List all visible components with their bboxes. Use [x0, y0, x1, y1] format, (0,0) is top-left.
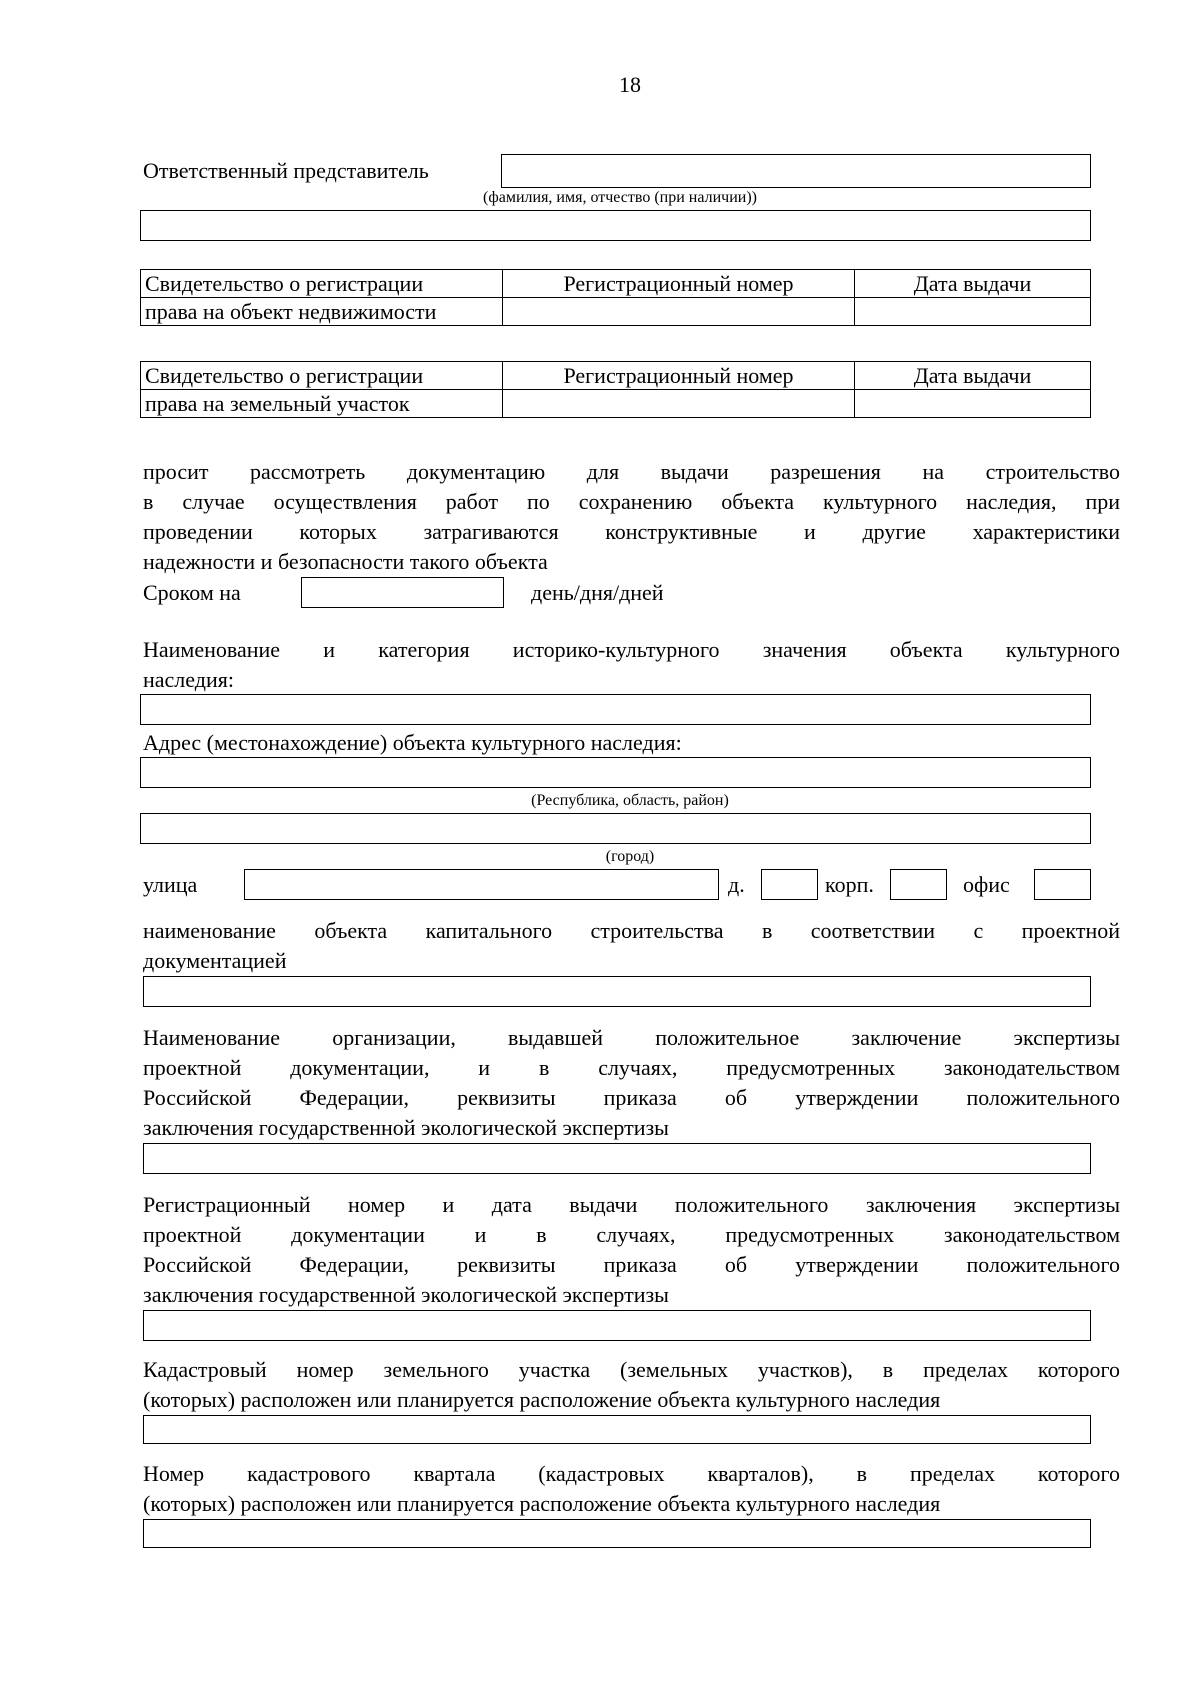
capital-object-line: наименование объекта капитального строительства в соответствии с проектной: [143, 918, 1120, 943]
expert-reg-label: [143, 1190, 1120, 1310]
address-region-field[interactable]: [140, 757, 1091, 788]
certificate-property-table: [140, 269, 1091, 326]
request-line: просит рассмотреть документацию для выдачи разрешения на строительство: [143, 459, 1120, 484]
building-field[interactable]: [890, 869, 947, 900]
expert-reg-line: Регистрационный номер и дата выдачи положительного заключения экспертизы: [143, 1192, 1120, 1217]
responsible-name-field[interactable]: [501, 154, 1091, 188]
expert-org-line: Российской Федерации, реквизиты приказа об утверждении положительного: [143, 1085, 1120, 1110]
certificate-property-col-date: Дата выдачи: [855, 270, 1091, 298]
certificate-land-reg-field[interactable]: [503, 390, 855, 418]
request-line: в случае осуществления работ по сохранению объекта культурного наследия, при: [143, 489, 1120, 514]
cadastral-land-line: (которых) расположен или планируется расположение объекта культурного наследия: [143, 1387, 941, 1412]
request-line: проведении которых затрагиваются конструктивные и другие характеристики: [143, 519, 1120, 544]
certificate-property-title-2: права на объект недвижимости: [141, 298, 503, 326]
term-label: Сроком на: [143, 580, 241, 605]
certificate-property-reg-field[interactable]: [503, 298, 855, 326]
certificate-land-title-2: права на земельный участок: [141, 390, 503, 418]
capital-object-line: документацией: [143, 948, 287, 973]
responsible-hint: (фамилия, имя, отчество (при наличии)): [483, 189, 757, 206]
street-field[interactable]: [244, 869, 719, 900]
cadastral-quarter-field[interactable]: [143, 1519, 1091, 1548]
cadastral-land-field[interactable]: [143, 1415, 1091, 1444]
address-city-field[interactable]: [140, 813, 1091, 844]
expert-reg-line: заключения государственной экологической экспертизы: [143, 1282, 669, 1307]
house-field[interactable]: [761, 869, 818, 900]
expert-org-field[interactable]: [143, 1143, 1091, 1174]
office-label: офис: [963, 872, 1010, 897]
expert-reg-line: Российской Федерации, реквизиты приказа об утверждении положительного: [143, 1252, 1120, 1277]
certificate-property-date-field[interactable]: [855, 298, 1091, 326]
term-unit: день/дня/дней: [531, 580, 664, 605]
house-label: д.: [728, 872, 745, 897]
certificate-land-col-date: Дата выдачи: [855, 362, 1091, 390]
request-paragraph: [143, 457, 1120, 577]
capital-object-field[interactable]: [143, 976, 1091, 1007]
heritage-name-field[interactable]: [140, 694, 1091, 725]
certificate-land-table: [140, 361, 1091, 418]
expert-org-line: проектной документации, и в случаях, предусмотренных законодательством: [143, 1055, 1120, 1080]
cadastral-quarter-label: [143, 1459, 1120, 1519]
building-label: корп.: [825, 872, 874, 897]
certificate-property-title-1: Свидетельство о регистрации: [141, 270, 503, 298]
cadastral-quarter-line: (которых) расположен или планируется расположение объекта культурного наследия: [143, 1491, 941, 1516]
responsible-label: Ответственный представитель: [143, 158, 429, 183]
cadastral-land-label: [143, 1355, 1120, 1415]
expert-reg-line: проектной документации и в случаях, предусмотренных законодательством: [143, 1222, 1120, 1247]
office-field[interactable]: [1034, 869, 1091, 900]
certificate-land-date-field[interactable]: [855, 390, 1091, 418]
heritage-name-line: Наименование и категория историко-культурного значения объекта культурного: [143, 637, 1120, 662]
request-line: надежности и безопасности такого объекта: [143, 549, 548, 574]
certificate-property-col-reg: Регистрационный номер: [503, 270, 855, 298]
term-days-field[interactable]: [301, 577, 504, 608]
cadastral-land-line: Кадастровый номер земельного участка (земельных участков), в пределах которого: [143, 1357, 1120, 1382]
address-city-hint: (город): [605, 848, 655, 865]
expert-reg-field[interactable]: [143, 1310, 1091, 1341]
page-number: 18: [619, 72, 641, 97]
cadastral-quarter-line: Номер кадастрового квартала (кадастровых кварталов), в пределах которого: [143, 1461, 1120, 1486]
certificate-land-title-1: Свидетельство о регистрации: [141, 362, 503, 390]
certificate-land-col-reg: Регистрационный номер: [503, 362, 855, 390]
street-label: улица: [143, 872, 198, 897]
address-label: Адрес (местонахождение) объекта культурного наследия:: [143, 730, 682, 755]
heritage-name-label: [143, 635, 1120, 695]
responsible-extra-field[interactable]: [140, 210, 1091, 241]
expert-org-label: [143, 1023, 1120, 1143]
address-region-hint: (Республика, область, район): [531, 792, 729, 809]
heritage-name-line: наследия:: [143, 667, 234, 692]
capital-object-label: [143, 916, 1120, 976]
expert-org-line: Наименование организации, выдавшей положительное заключение экспертизы: [143, 1025, 1120, 1050]
expert-org-line: заключения государственной экологической экспертизы: [143, 1115, 669, 1140]
